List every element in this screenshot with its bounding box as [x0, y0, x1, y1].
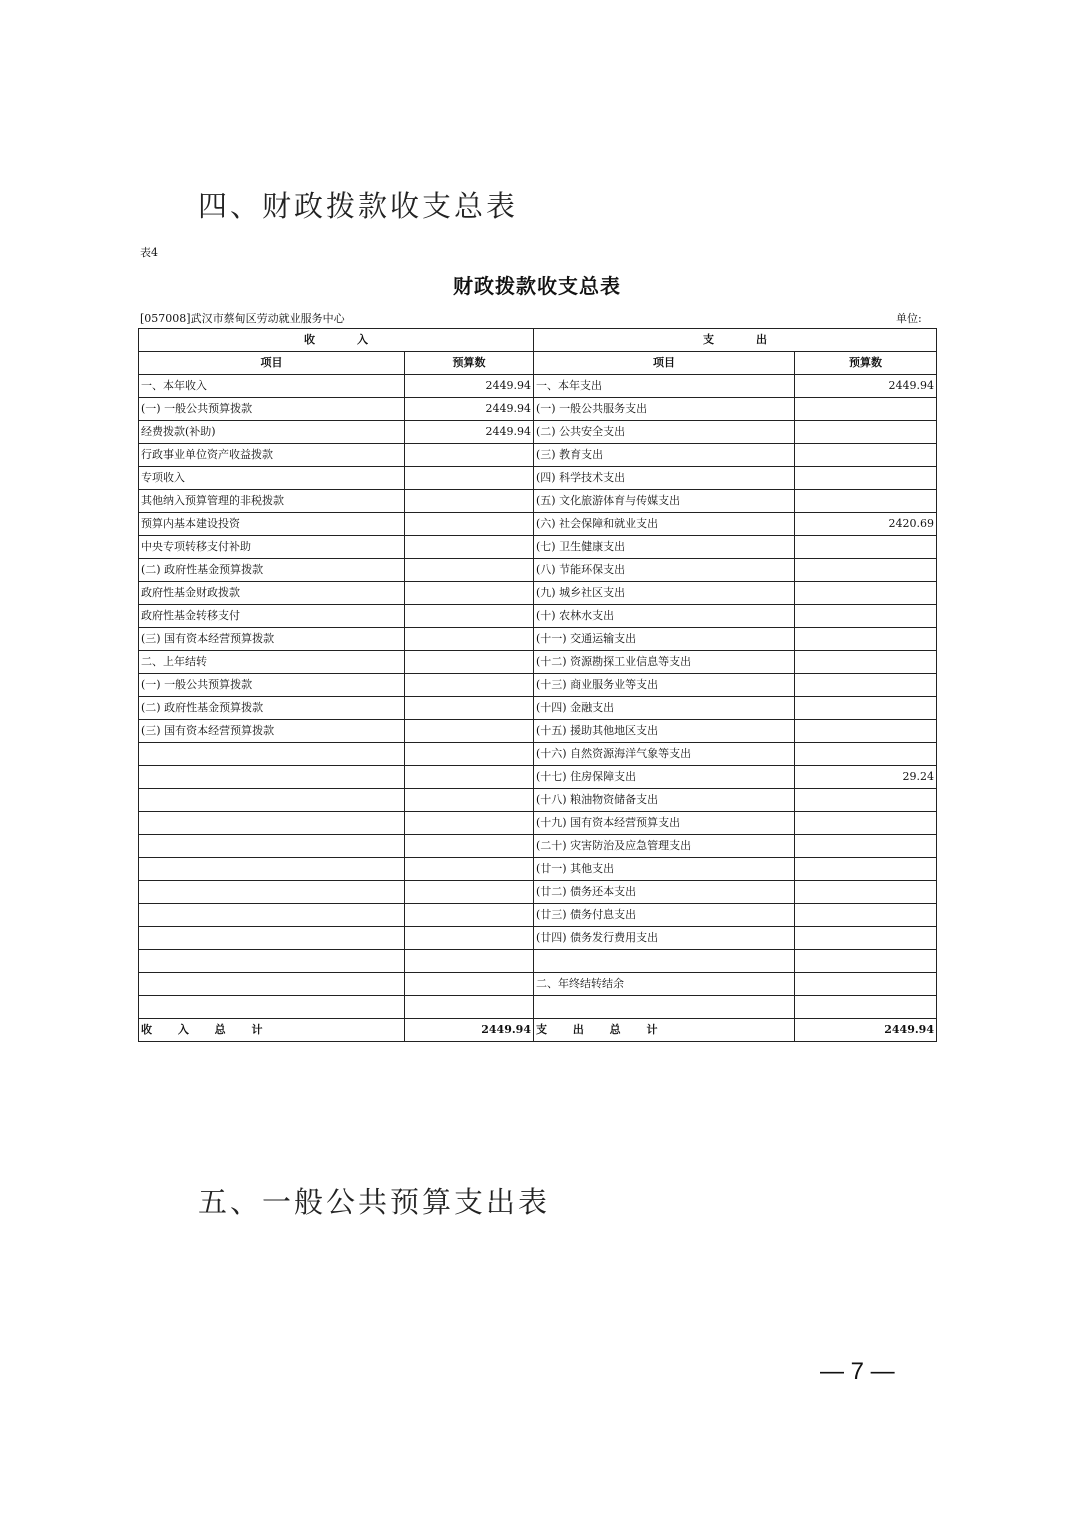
income-item-cell	[139, 858, 405, 881]
income-item-cell	[139, 996, 405, 1019]
income-item-cell	[139, 881, 405, 904]
expense-item-cell: (一) 一般公共服务支出	[534, 398, 795, 421]
table-row	[139, 513, 937, 536]
expense-value-cell	[795, 927, 937, 950]
income-item-cell: (二) 政府性基金预算拨款	[139, 559, 405, 582]
income-item-cell: (二) 政府性基金预算拨款	[139, 697, 405, 720]
expense-item-cell: (十九) 国有资本经营预算支出	[534, 812, 795, 835]
income-item-cell: (一) 一般公共预算拨款	[139, 398, 405, 421]
table-row	[139, 674, 937, 697]
income-item-cell: 专项收入	[139, 467, 405, 490]
income-value-cell	[405, 444, 534, 467]
expense-item-cell: (廿二) 债务还本支出	[534, 881, 795, 904]
income-value-cell	[405, 651, 534, 674]
expense-value-cell	[795, 490, 937, 513]
expense-value-cell	[795, 628, 937, 651]
section-heading-4: 四、财政拨款收支总表	[198, 189, 519, 223]
income-value-cell	[405, 835, 534, 858]
expense-value-cell	[795, 904, 937, 927]
expense-value-cell	[795, 559, 937, 582]
section-heading-5: 五、一般公共预算支出表	[198, 1185, 551, 1219]
income-total-label: 收 入 总 计	[139, 1019, 405, 1042]
table-row	[139, 812, 937, 835]
expense-value-cell: 2420.69	[795, 513, 937, 536]
income-value-cell	[405, 513, 534, 536]
unit-label: 单位:	[896, 312, 922, 325]
expense-value-cell	[795, 444, 937, 467]
expense-item-cell: (三) 教育支出	[534, 444, 795, 467]
expense-item-cell: (十四) 金融支出	[534, 697, 795, 720]
income-total-value: 2449.94	[405, 1019, 534, 1042]
table-row	[139, 444, 937, 467]
expense-item-cell: (十二) 资源勘探工业信息等支出	[534, 651, 795, 674]
table-row	[139, 398, 937, 421]
table-row	[139, 881, 937, 904]
income-item-cell	[139, 973, 405, 996]
expense-item-cell: (五) 文化旅游体育与传媒支出	[534, 490, 795, 513]
expense-value-cell	[795, 858, 937, 881]
income-value-cell	[405, 467, 534, 490]
income-item-cell	[139, 835, 405, 858]
income-item-cell: 其他纳入预算管理的非税拨款	[139, 490, 405, 513]
expense-item-cell: (四) 科学技术支出	[534, 467, 795, 490]
expense-value-cell	[795, 605, 937, 628]
table-row	[139, 559, 937, 582]
income-item-cell	[139, 927, 405, 950]
income-value-cell	[405, 582, 534, 605]
income-header: 收入	[139, 329, 534, 352]
expense-item-cell: (七) 卫生健康支出	[534, 536, 795, 559]
table-row	[139, 950, 937, 973]
income-item-cell: 行政事业单位资产收益拨款	[139, 444, 405, 467]
expense-value-cell	[795, 720, 937, 743]
income-value-cell	[405, 950, 534, 973]
income-item-cell: 经费拨款(补助)	[139, 421, 405, 444]
income-value-cell	[405, 559, 534, 582]
table-row	[139, 536, 937, 559]
expense-item-header: 项目	[534, 352, 795, 375]
income-item-cell: 一、本年收入	[139, 375, 405, 398]
expense-item-cell: (二) 公共安全支出	[534, 421, 795, 444]
income-value-cell	[405, 628, 534, 651]
table-row	[139, 858, 937, 881]
table-row	[139, 651, 937, 674]
expense-total-value: 2449.94	[795, 1019, 937, 1042]
table-row	[139, 605, 937, 628]
expense-item-cell: (十一) 交通运输支出	[534, 628, 795, 651]
expense-item-cell	[534, 996, 795, 1019]
expense-value-cell	[795, 421, 937, 444]
expense-value-cell	[795, 973, 937, 996]
expense-item-cell: (廿三) 债务付息支出	[534, 904, 795, 927]
expense-value-cell	[795, 789, 937, 812]
income-value-cell	[405, 674, 534, 697]
income-value-cell	[405, 605, 534, 628]
table-row	[139, 720, 937, 743]
income-value-cell	[405, 697, 534, 720]
expense-total-label: 支 出 总 计	[534, 1019, 795, 1042]
income-value-cell	[405, 812, 534, 835]
income-value-cell	[405, 766, 534, 789]
income-value-cell: 2449.94	[405, 375, 534, 398]
expense-item-cell: (廿一) 其他支出	[534, 858, 795, 881]
expense-value-cell	[795, 467, 937, 490]
income-budget-header: 预算数	[405, 352, 534, 375]
expense-item-cell: (十七) 住房保障支出	[534, 766, 795, 789]
table-row	[139, 927, 937, 950]
organization-label: [057008]武汉市蔡甸区劳动就业服务中心	[140, 312, 345, 325]
income-item-cell	[139, 743, 405, 766]
income-value-cell	[405, 973, 534, 996]
income-item-cell	[139, 766, 405, 789]
expense-value-cell	[795, 582, 937, 605]
income-item-cell: 政府性基金转移支付	[139, 605, 405, 628]
expense-value-cell	[795, 651, 937, 674]
income-item-cell: 二、上年结转	[139, 651, 405, 674]
expense-value-cell	[795, 835, 937, 858]
table-row	[139, 582, 937, 605]
table-row	[139, 789, 937, 812]
expense-value-cell	[795, 996, 937, 1019]
table-number: 表4	[140, 246, 158, 259]
table-row	[139, 421, 937, 444]
income-value-cell: 2449.94	[405, 421, 534, 444]
expense-value-cell	[795, 674, 937, 697]
total-row	[139, 1019, 937, 1042]
expense-item-cell: (十五) 援助其他地区支出	[534, 720, 795, 743]
expense-value-cell	[795, 812, 937, 835]
income-value-cell	[405, 743, 534, 766]
table-title: 财政拨款收支总表	[453, 274, 621, 298]
expense-budget-header: 预算数	[795, 352, 937, 375]
table-subheader-row	[139, 352, 937, 375]
expense-item-cell: (八) 节能环保支出	[534, 559, 795, 582]
table-row	[139, 743, 937, 766]
income-value-cell	[405, 720, 534, 743]
expense-value-cell	[795, 743, 937, 766]
expense-item-cell: (十) 农林水支出	[534, 605, 795, 628]
income-item-cell: 预算内基本建设投资	[139, 513, 405, 536]
table-row	[139, 375, 937, 398]
income-item-cell: 中央专项转移支付补助	[139, 536, 405, 559]
expense-item-cell: 二、年终结转结余	[534, 973, 795, 996]
table-row	[139, 697, 937, 720]
income-item-cell: (一) 一般公共预算拨款	[139, 674, 405, 697]
table-row	[139, 904, 937, 927]
income-item-cell	[139, 950, 405, 973]
expense-item-cell: (廿四) 债务发行费用支出	[534, 927, 795, 950]
income-item-cell	[139, 789, 405, 812]
income-value-cell	[405, 490, 534, 513]
table-header-row	[139, 329, 937, 352]
income-value-cell	[405, 996, 534, 1019]
table-row	[139, 973, 937, 996]
expense-header: 支出	[534, 329, 937, 352]
income-value-cell	[405, 927, 534, 950]
income-value-cell	[405, 881, 534, 904]
expense-value-cell: 2449.94	[795, 375, 937, 398]
income-item-header: 项目	[139, 352, 405, 375]
income-value-cell: 2449.94	[405, 398, 534, 421]
table-row	[139, 467, 937, 490]
income-value-cell	[405, 536, 534, 559]
income-item-cell	[139, 812, 405, 835]
income-value-cell	[405, 789, 534, 812]
page-number: — 7 —	[820, 1358, 895, 1385]
table-row	[139, 490, 937, 513]
expense-item-cell	[534, 950, 795, 973]
expense-value-cell	[795, 697, 937, 720]
expense-item-cell: (十六) 自然资源海洋气象等支出	[534, 743, 795, 766]
income-item-cell: (三) 国有资本经营预算拨款	[139, 720, 405, 743]
expense-value-cell	[795, 881, 937, 904]
expense-item-cell: (九) 城乡社区支出	[534, 582, 795, 605]
expense-item-cell: (十八) 粮油物资储备支出	[534, 789, 795, 812]
expense-item-cell: (十三) 商业服务业等支出	[534, 674, 795, 697]
income-item-cell: (三) 国有资本经营预算拨款	[139, 628, 405, 651]
expense-item-cell: (六) 社会保障和就业支出	[534, 513, 795, 536]
expense-item-cell: (二十) 灾害防治及应急管理支出	[534, 835, 795, 858]
income-item-cell: 政府性基金财政拨款	[139, 582, 405, 605]
table-row	[139, 628, 937, 651]
expense-value-cell	[795, 950, 937, 973]
table-row	[139, 996, 937, 1019]
income-item-cell	[139, 904, 405, 927]
expense-value-cell: 29.24	[795, 766, 937, 789]
table-row	[139, 835, 937, 858]
expense-item-cell: 一、本年支出	[534, 375, 795, 398]
expense-value-cell	[795, 536, 937, 559]
income-value-cell	[405, 858, 534, 881]
expense-value-cell	[795, 398, 937, 421]
budget-table	[138, 328, 937, 1042]
income-value-cell	[405, 904, 534, 927]
table-row	[139, 766, 937, 789]
